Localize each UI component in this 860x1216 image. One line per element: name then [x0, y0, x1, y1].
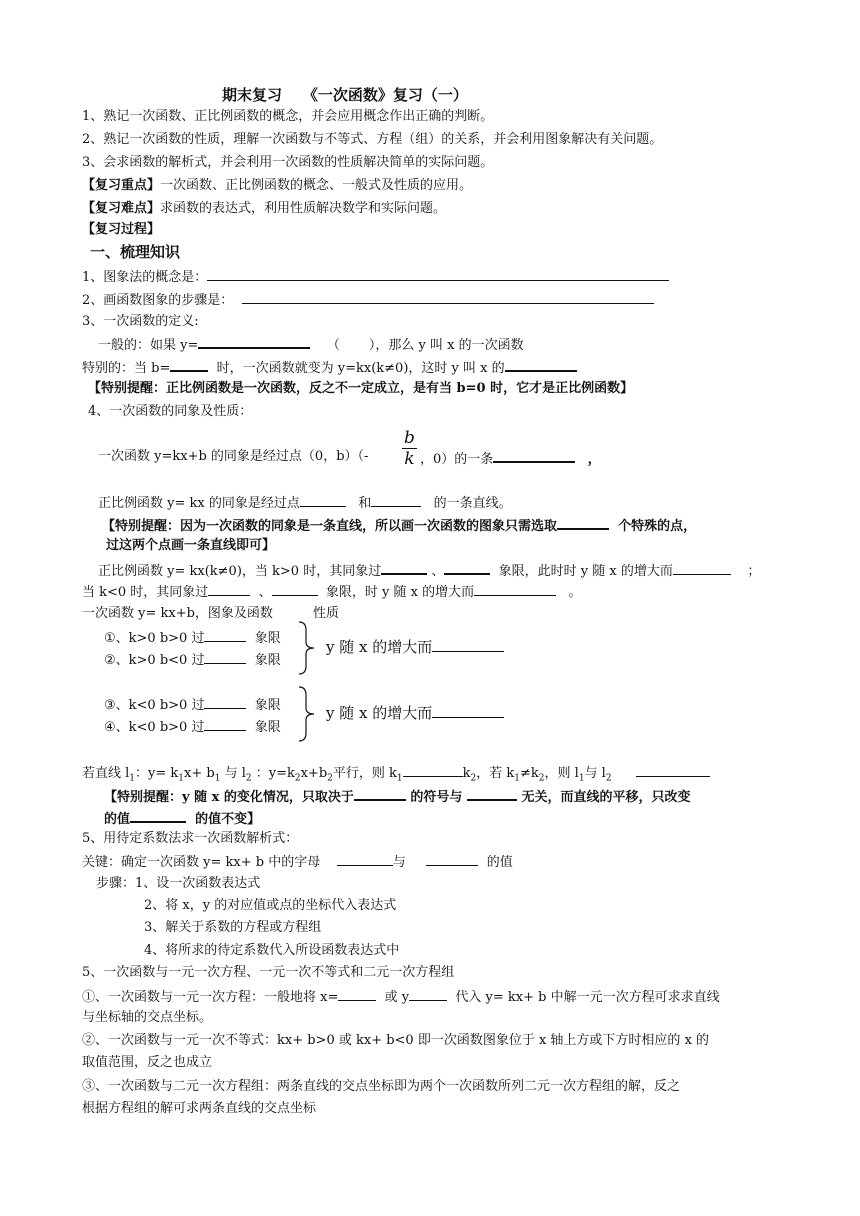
brace-text-top: y 随 x 的增大而	[326, 638, 504, 656]
answer-blank[interactable]	[426, 852, 478, 866]
proportional-graph-line: 正比例函数 y= kx 的同象是经过点 和 的一条直线。	[98, 493, 512, 513]
proportional-property-2: 当 k<0 时，其同象过 、 象限，时 y 随 x 的增大而 。	[82, 582, 582, 602]
answer-blank[interactable]	[204, 717, 246, 731]
relation-2: ②、一次函数与一元一次不等式：kx+ b>0 或 kx+ b<0 即一次函数图象位于 x 轴上方或下方时相应的 x 的	[82, 1033, 710, 1048]
answer-blank[interactable]	[242, 290, 654, 304]
answer-blank[interactable]	[467, 786, 517, 801]
question-1: 1、图象法的概念是：	[82, 267, 669, 287]
question-4: 4、一次函数的同象及性质：	[88, 404, 253, 419]
step-1: 步骤：1、设一次函数表达式	[96, 876, 261, 891]
case-3: ③、k<0 b>0 过 象限	[104, 695, 281, 715]
answer-blank[interactable]	[130, 808, 186, 823]
section-heading: 一、梳理知识	[90, 243, 181, 261]
case-2: ②、k>0 b<0 过 象限	[104, 650, 281, 670]
answer-blank[interactable]	[204, 695, 246, 709]
tip-2-cont: 过这两个点画一条直线即可】	[106, 538, 276, 553]
special-case-line: 特别的：当 b= 时，一次函数就变为 y=kx(k≠0)，这时 y 叫 x 的	[82, 357, 577, 378]
answer-blank[interactable]	[204, 650, 246, 664]
review-difficulty: 【复习难点】求函数的表达式，利用性质解决数学和实际问题。	[82, 201, 447, 216]
question-6: 5、一次函数与一元一次方程、一元一次不等式和二元一次方程组	[82, 965, 455, 980]
brace-text-bottom: y 随 x 的增大而	[326, 704, 504, 722]
answer-blank[interactable]	[208, 582, 250, 596]
answer-blank[interactable]	[338, 987, 376, 1001]
relation-1: ①、一次函数与一元一次方程：一般地将 x= 或 y 代入 y= kx+ b 中解一元一次方程可求求直线	[82, 987, 720, 1007]
answer-blank[interactable]	[403, 763, 463, 777]
relation-3: ③、一次函数与二元一次方程组：两条直线的交点坐标即为两个一次函数所列二元一次方程组的解，反之	[82, 1079, 681, 1094]
question-3: 3、一次函数的定义:	[82, 314, 199, 329]
brace-bottom	[296, 685, 320, 743]
answer-blank[interactable]	[432, 638, 504, 652]
relation-3-cont: 根据方程组的解可求两条直线的交点坐标	[82, 1101, 317, 1116]
relation-2-cont: 取值范围，反之也成立	[82, 1055, 213, 1070]
answer-blank[interactable]	[204, 628, 246, 642]
answer-blank[interactable]	[207, 267, 669, 281]
answer-blank[interactable]	[300, 493, 346, 507]
parallel-lines: 若直线 $l_1$：$y= k_1x+ b_1$ 与 $l_2$ ：$y=k_2x+b_2$平行，则 $k_1$ $k_2$，若 $k_1\ne k_2$，则 $l_1$与 $l_2$	[82, 763, 710, 788]
fraction-b-over-k: $\frac{b}{k}$	[404, 428, 415, 469]
answer-blank[interactable]	[170, 357, 208, 372]
answer-blank[interactable]	[272, 582, 318, 596]
objective-2: 2、熟记一次函数的性质，理解一次函数与不等式、方程（组）的关系，并会利用图象解决有关问题。	[82, 132, 663, 147]
question-2: 2、画函数图象的步骤是：	[82, 290, 654, 310]
answer-blank[interactable]	[474, 582, 556, 596]
tip-1: 【特别提醒：正比例函数是一次函数，反之不一定成立，是有当 b=0 时，它才是正比例函数】	[88, 381, 634, 396]
case-1: ①、k>0 b>0 过 象限	[104, 628, 281, 648]
answer-blank[interactable]	[409, 987, 447, 1001]
table-heading: 一次函数 y= kx+b，图象及函数 性质	[82, 606, 339, 621]
case-4: ④、k<0 b>0 过 象限	[104, 717, 281, 737]
answer-blank[interactable]	[505, 357, 577, 372]
proportional-property-1: 正比例函数 y= kx(k≠0)，当 k>0 时，其同象过 、 象限，此时时 y 随 x 的增大而 ；	[98, 560, 760, 581]
review-process-label: 【复习过程】	[82, 222, 161, 237]
linear-graph-line-end: ，0）的一条 ，	[420, 448, 601, 469]
answer-blank[interactable]	[444, 560, 490, 575]
objective-1: 1、熟记一次函数、正比例函数的概念，并会应用概念作出正确的判断。	[82, 109, 494, 124]
step-2: 2、将 x，y 的对应值或点的坐标代入表达式	[144, 898, 397, 913]
review-focus: 【复习重点】一次函数、正比例函数的概念、一般式及性质的应用。	[82, 178, 473, 193]
page-title: 期末复习 《一次函数》复习（一）	[222, 86, 468, 104]
key-line: 关键：确定一次函数 y= kx+ b 中的字母 与 的值	[82, 852, 513, 872]
objective-3: 3、会求函数的解析式，并会利用一次函数的性质解决简单的实际问题。	[82, 155, 494, 170]
linear-graph-line: 一次函数 y=kx+b 的同象是经过点（0，b）（-	[98, 449, 369, 464]
step-4: 4、将所求的待定系数代入所设函数表达式中	[144, 943, 400, 958]
answer-blank[interactable]	[493, 448, 575, 463]
step-3: 3、解关于系数的方程或方程组	[144, 920, 322, 935]
answer-blank[interactable]	[354, 786, 406, 801]
answer-blank[interactable]	[381, 560, 427, 575]
tip-3-cont: 的值 的值不变】	[104, 808, 260, 829]
answer-blank[interactable]	[432, 704, 504, 718]
tip-3: 【特别提醒：y 随 x 的变化情况，只取决于 的符号与 无关，而直线的平移，只改变	[104, 786, 691, 807]
question-5: 5、用待定系数法求一次函数解析式：	[82, 831, 299, 846]
answer-blank[interactable]	[198, 334, 310, 349]
relation-1-cont: 与坐标轴的交点坐标。	[82, 1010, 213, 1025]
tip-2: 【特别提醒：因为一次函数的同象是一条直线，所以画一次函数的图象只需选取 个特殊的点，	[102, 515, 696, 536]
answer-blank[interactable]	[371, 493, 421, 507]
definition-line: 一般的：如果 y= （ ），那么 y 叫 x 的一次函数	[98, 334, 524, 355]
answer-blank[interactable]	[636, 763, 710, 777]
answer-blank[interactable]	[557, 515, 609, 530]
answer-blank[interactable]	[673, 561, 731, 575]
answer-blank[interactable]	[337, 852, 393, 866]
brace-top	[296, 620, 320, 676]
